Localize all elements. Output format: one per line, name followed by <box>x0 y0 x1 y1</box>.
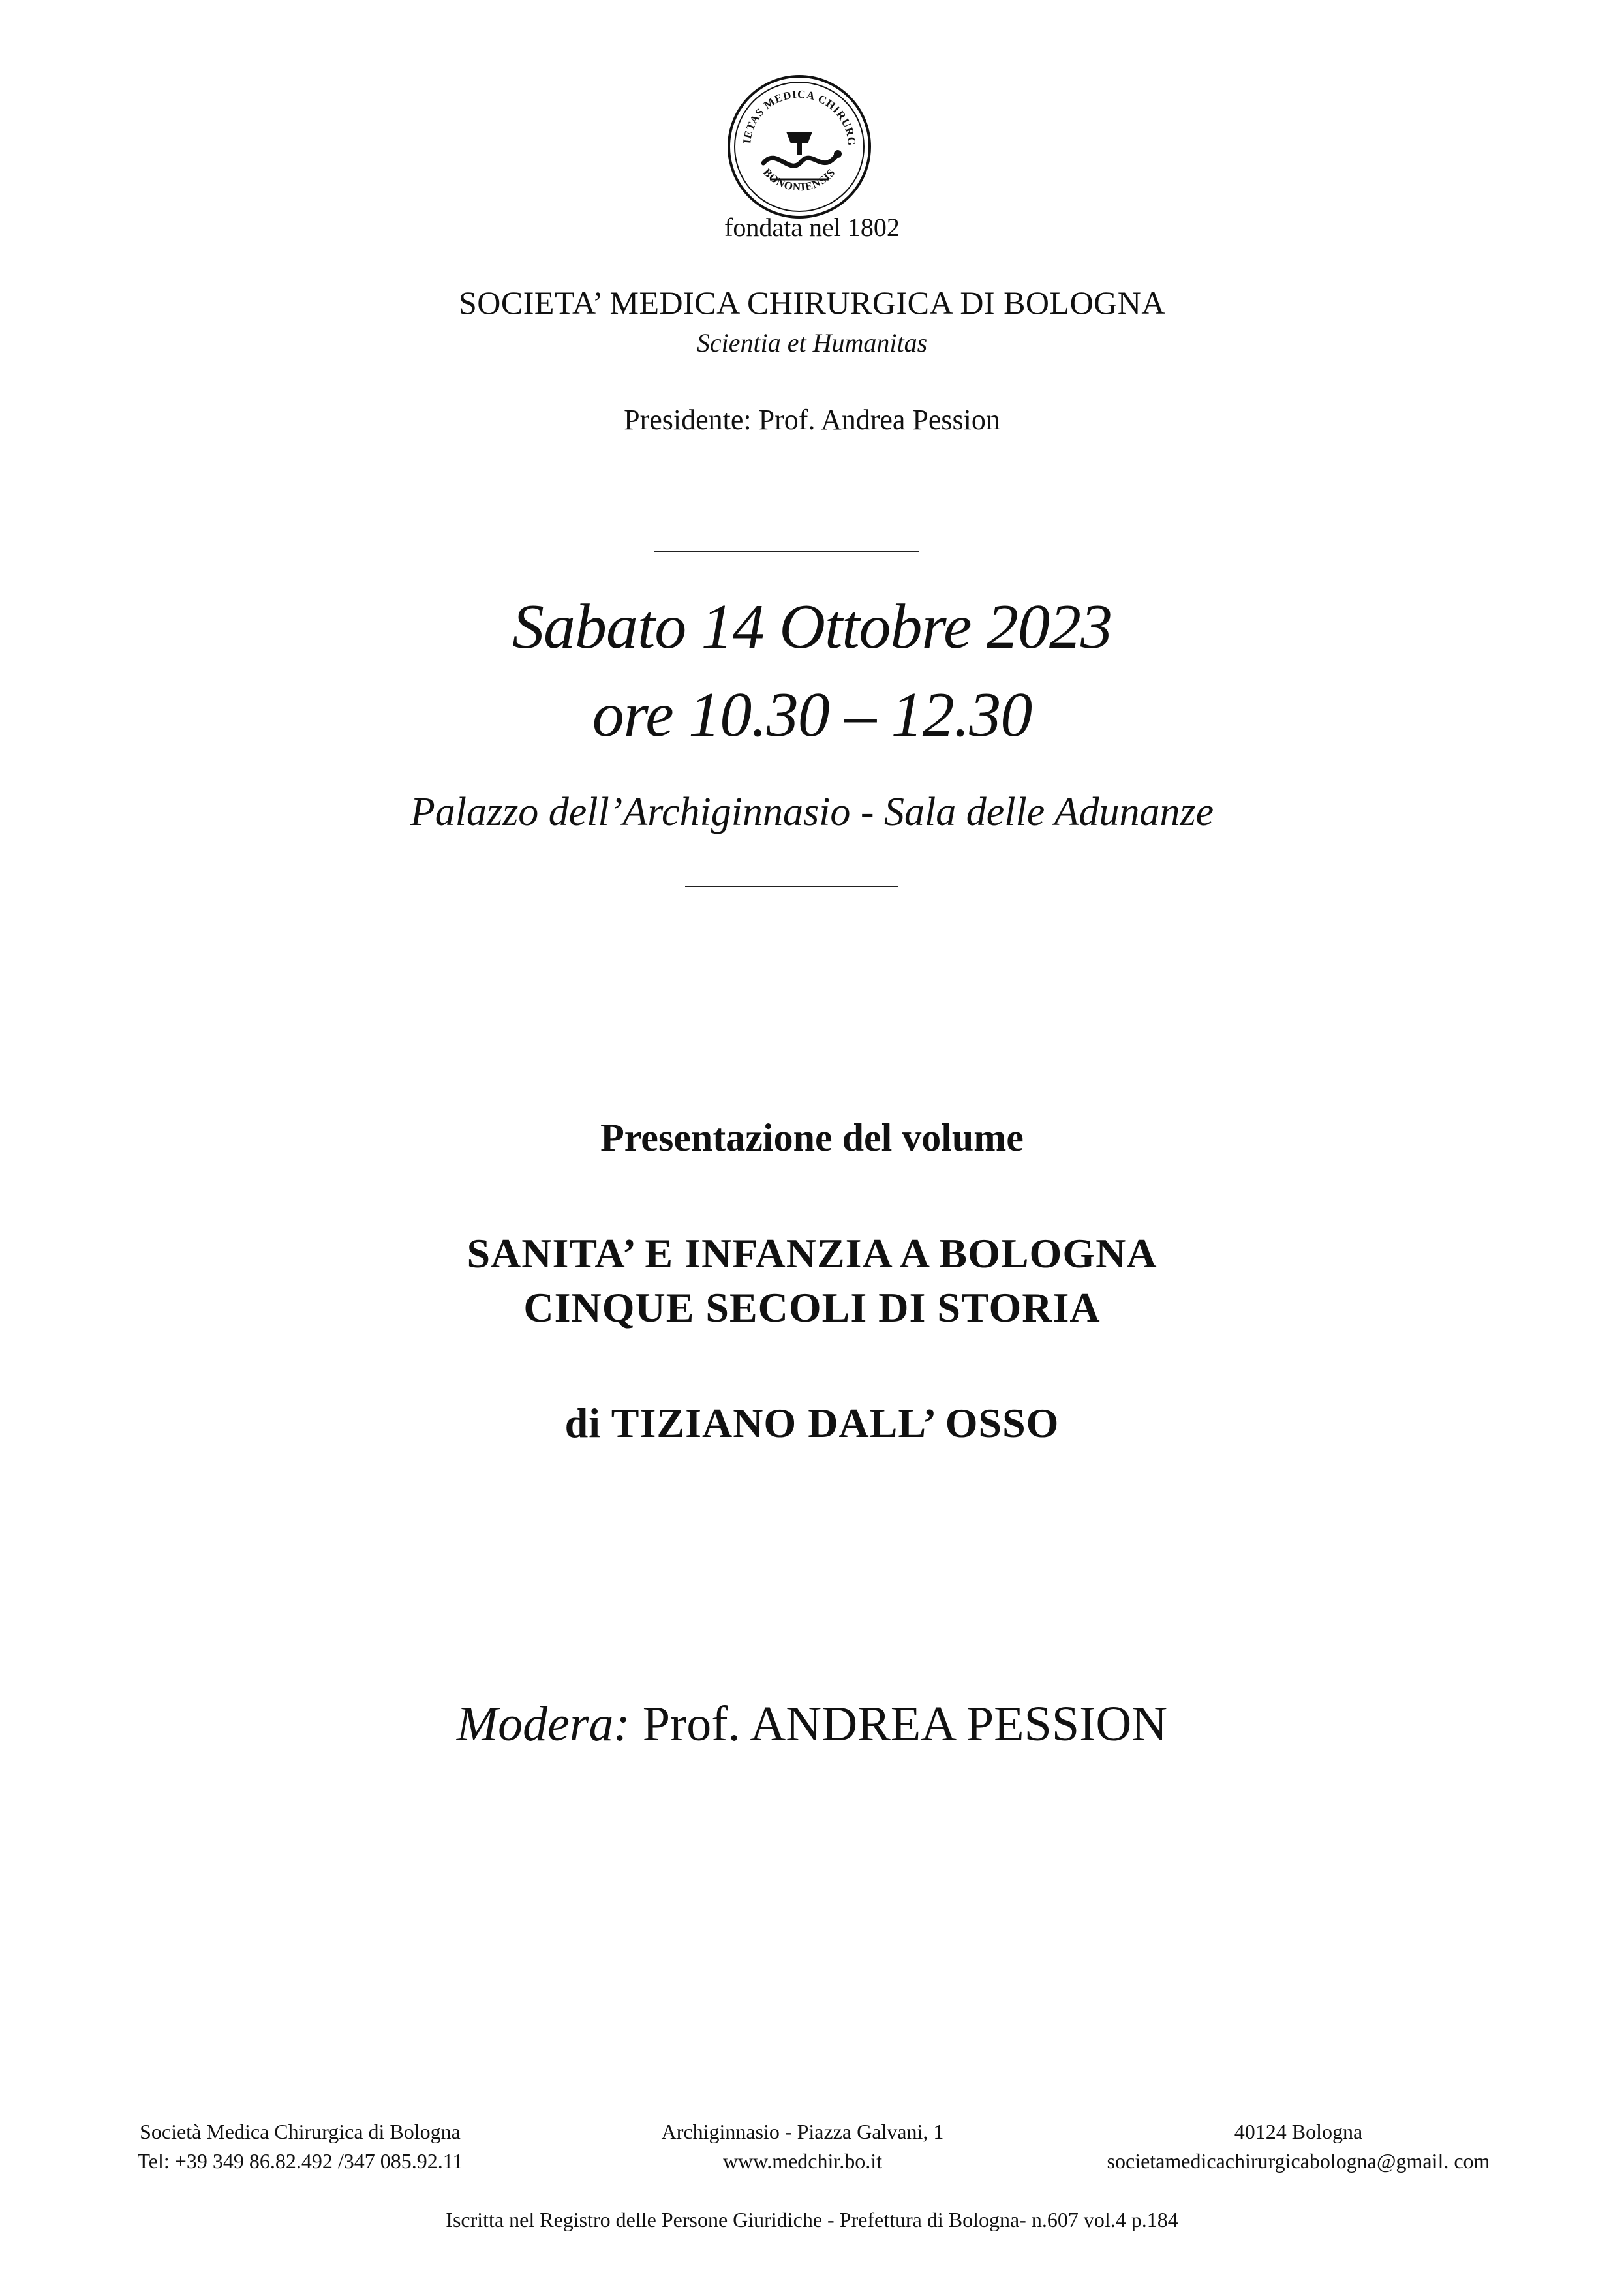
footer-email-link[interactable]: societamedicachirurgicabologna@gmail. com <box>1107 2149 1490 2173</box>
event-venue: Palazzo dell’Archiginnasio - Sala delle Adunanze <box>410 790 1214 834</box>
event-time: ore 10.30 – 12.30 <box>592 680 1032 750</box>
book-title-line2: CINQUE SECOLI DI STORIA <box>523 1284 1101 1331</box>
footer-phone: Tel: +39 349 86.82.492 /347 085.92.11 <box>137 2149 463 2173</box>
footer-address: Archiginnasio - Piazza Galvani, 1 <box>661 2120 944 2143</box>
footer-website-link[interactable]: www.medchir.bo.it <box>722 2149 883 2173</box>
event-date: Sabato 14 Ottobre 2023 <box>512 592 1112 662</box>
book-author: di TIZIANO DALL’ OSSO <box>564 1400 1060 1446</box>
society-seal-logo <box>724 72 874 222</box>
footer-registry: Iscritta nel Registro delle Persone Giuridiche - Prefettura di Bologna- n.607 vol.4 p.184 <box>446 2208 1178 2231</box>
divider-top <box>654 551 919 552</box>
society-name: SOCIETA’ MEDICA CHIRURGICA DI BOLOGNA <box>458 284 1166 321</box>
footer-society-name: Società Medica Chirurgica di Bologna <box>140 2120 461 2143</box>
svg-text:SOCIETAS MEDICA CHIRURGICA: IETAS MEDICA CHIRURG <box>741 87 859 147</box>
book-title-line1: SANITA’ E INFANZIA A BOLOGNA <box>467 1230 1157 1276</box>
moderator-line <box>0 1696 1624 1753</box>
svg-text:BONONIENSIS: BONONIENSIS <box>760 166 838 194</box>
moderator-name: Prof. ANDREA PESSION <box>630 1697 1168 1751</box>
founded-year: fondata nel 1802 <box>724 213 900 242</box>
presentation-heading: Presentazione del volume <box>600 1116 1024 1159</box>
footer-city: 40124 Bologna <box>1234 2120 1363 2143</box>
president-line: Presidente: Prof. Andrea Pession <box>624 404 1000 436</box>
society-motto: Scientia et Humanitas <box>696 328 928 357</box>
divider-bottom <box>685 886 898 887</box>
moderator-label: Modera: <box>456 1697 630 1751</box>
